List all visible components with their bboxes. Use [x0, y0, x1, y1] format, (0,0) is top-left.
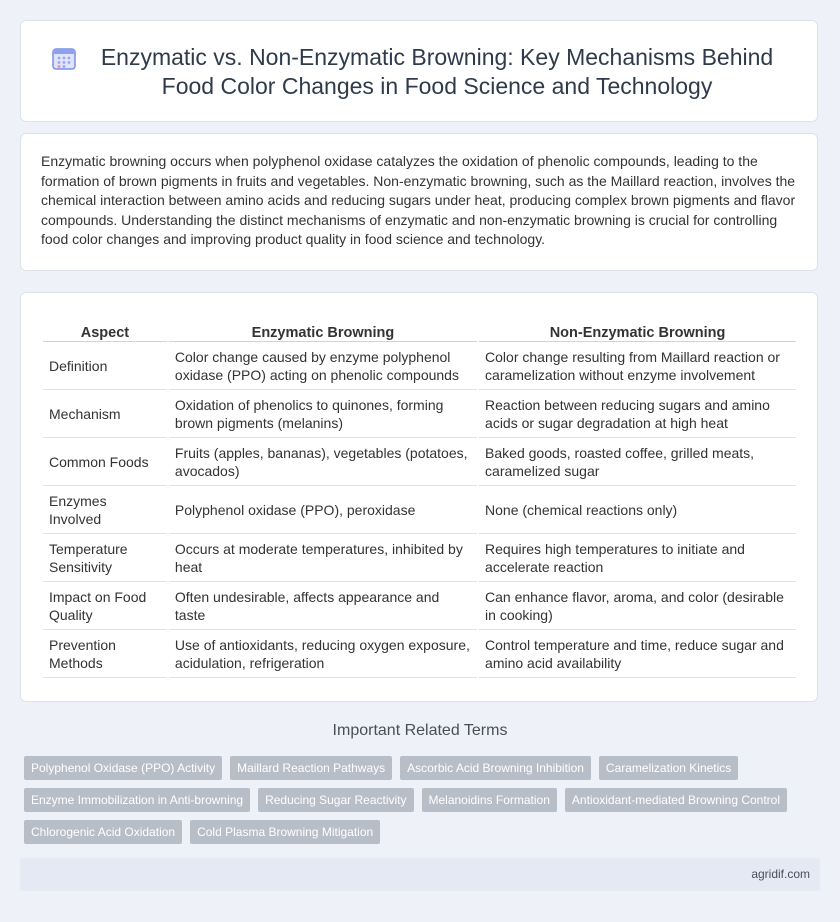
table-row — [43, 390, 796, 438]
row-non-enzymatic: Color change resulting from Maillard reaction or caramelization without enzyme involvement — [479, 342, 796, 390]
row-aspect: Impact on Food Quality — [43, 582, 167, 630]
row-aspect: Prevention Methods — [43, 630, 167, 678]
related-term-tag[interactable]: Caramelization Kinetics — [599, 756, 738, 780]
row-non-enzymatic: Baked goods, roasted coffee, grilled meats, caramelized sugar — [479, 438, 796, 486]
table-row — [43, 582, 796, 630]
table-row — [43, 486, 796, 534]
table-row — [43, 534, 796, 582]
related-term-tag[interactable]: Melanoidins Formation — [422, 788, 557, 812]
row-aspect: Common Foods — [43, 438, 167, 486]
table-row — [43, 630, 796, 678]
row-aspect: Definition — [43, 342, 167, 390]
calendar-grid-icon — [51, 45, 77, 71]
row-non-enzymatic: Can enhance flavor, aroma, and color (desirable in cooking) — [479, 582, 796, 630]
table-header-row — [43, 313, 796, 342]
row-enzymatic: Oxidation of phenolics to quinones, forming brown pigments (melanins) — [169, 390, 477, 438]
row-non-enzymatic: None (chemical reactions only) — [479, 486, 796, 534]
related-terms-list — [24, 756, 814, 844]
header-aspect: Aspect — [43, 313, 167, 342]
row-enzymatic: Occurs at moderate temperatures, inhibited by heat — [169, 534, 477, 582]
row-enzymatic: Fruits (apples, bananas), vegetables (potatoes, avocados) — [169, 438, 477, 486]
related-term-tag[interactable]: Cold Plasma Browning Mitigation — [190, 820, 380, 844]
header-enzymatic: Enzymatic Browning — [169, 313, 477, 342]
related-term-tag[interactable]: Reducing Sugar Reactivity — [258, 788, 413, 812]
row-enzymatic: Often undesirable, affects appearance and taste — [169, 582, 477, 630]
row-enzymatic: Polyphenol oxidase (PPO), peroxidase — [169, 486, 477, 534]
table-row — [43, 342, 796, 390]
related-term-tag[interactable]: Maillard Reaction Pathways — [230, 756, 392, 780]
row-aspect: Temperature Sensitivity — [43, 534, 167, 582]
comparison-table-card — [20, 292, 818, 702]
row-non-enzymatic: Reaction between reducing sugars and amino acids or sugar degradation at high heat — [479, 390, 796, 438]
intro-card — [20, 133, 818, 271]
page-title: Enzymatic vs. Non-Enzymatic Browning: Key Mechanisms Behind Food Color Changes in Food Science and Technology — [100, 44, 774, 99]
row-enzymatic: Use of antioxidants, reducing oxygen exposure, acidulation, refrigeration — [169, 630, 477, 678]
related-terms-heading: Important Related Terms — [332, 722, 508, 739]
related-term-tag[interactable]: Enzyme Immobilization in Anti-browning — [24, 788, 250, 812]
intro-paragraph: Enzymatic browning occurs when polyphenol oxidase catalyzes the oxidation of phenolic compounds, leading to the formation of brown pigments in fruits and vegetables. Non-enzymatic browning, such as the Maillard reaction, involves the chemical interaction between amino acids and reducing sugars under heat, producing complex brown pigments and flavor compounds. Understanding the distinct mechanisms of enzymatic and non-enzymatic browning is crucial for controlling food color changes and improving product quality in food science and technology. — [41, 153, 796, 248]
table-row — [43, 438, 796, 486]
related-term-tag[interactable]: Antioxidant-mediated Browning Control — [565, 788, 787, 812]
row-aspect: Enzymes Involved — [43, 486, 167, 534]
row-non-enzymatic: Requires high temperatures to initiate and accelerate reaction — [479, 534, 796, 582]
related-term-tag[interactable]: Chlorogenic Acid Oxidation — [24, 820, 182, 844]
row-non-enzymatic: Control temperature and time, reduce sugar and amino acid availability — [479, 630, 796, 678]
related-term-tag[interactable]: Ascorbic Acid Browning Inhibition — [400, 756, 591, 780]
footer-site-link[interactable]: agridif.com — [751, 867, 810, 881]
footer-bar — [20, 858, 820, 891]
comparison-table — [41, 313, 798, 678]
related-term-tag[interactable]: Polyphenol Oxidase (PPO) Activity — [24, 756, 222, 780]
header-non-enzymatic: Non-Enzymatic Browning — [479, 313, 796, 342]
row-aspect: Mechanism — [43, 390, 167, 438]
row-enzymatic: Color change caused by enzyme polyphenol oxidase (PPO) acting on phenolic compounds — [169, 342, 477, 390]
title-card — [20, 20, 818, 122]
